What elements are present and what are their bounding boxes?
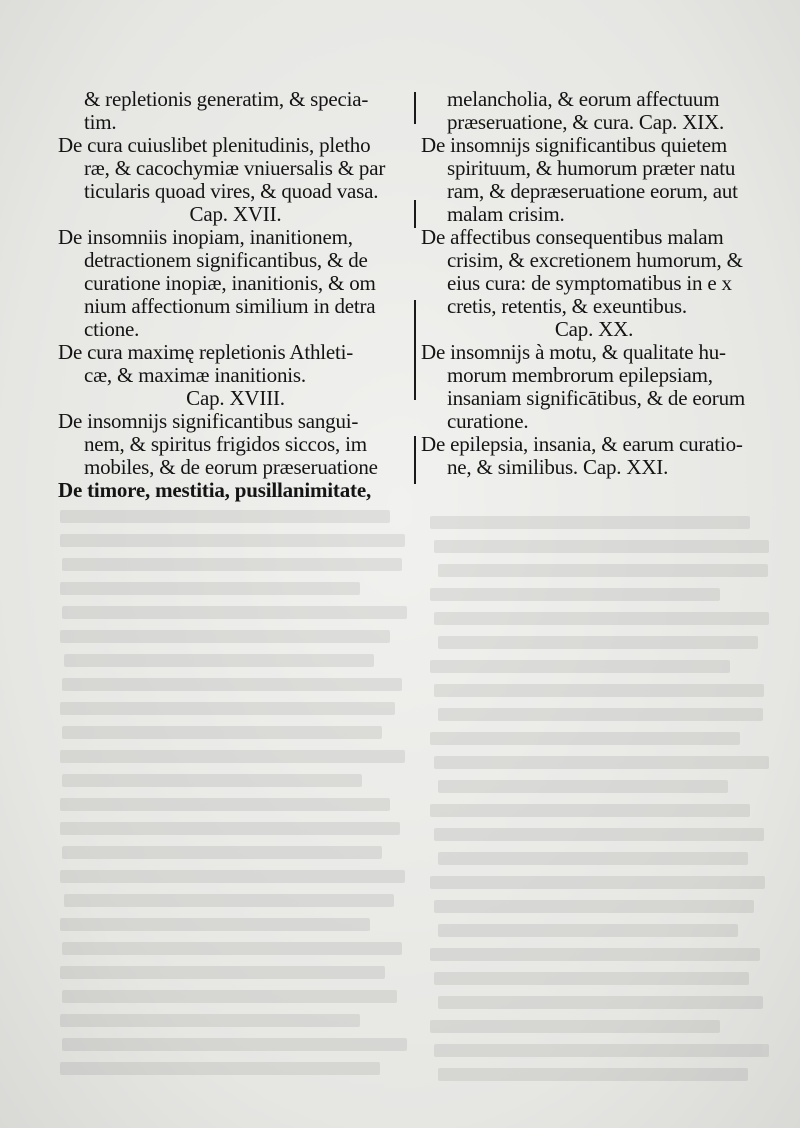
text-line: mobiles, & de eorum præseruatione xyxy=(84,455,378,479)
bleed-line xyxy=(438,636,758,649)
bleed-line xyxy=(434,756,769,769)
bleed-line xyxy=(62,942,402,955)
bleed-line xyxy=(430,948,760,961)
bleed-line xyxy=(62,606,407,619)
bleed-line xyxy=(434,612,769,625)
text-line: cæ, & maximæ inanitionis. xyxy=(84,363,306,387)
chapter-heading: Cap. XX. xyxy=(554,317,634,341)
bleed-line xyxy=(434,684,764,697)
bleed-line xyxy=(430,804,750,817)
bleed-line xyxy=(430,732,740,745)
bleed-line xyxy=(438,780,728,793)
text-line: detractionem significantibus, & de xyxy=(84,248,368,272)
left-column xyxy=(58,88,413,502)
bleed-line xyxy=(434,972,749,985)
bleed-line xyxy=(438,852,748,865)
text-line: De timore, mestitia, pusillanimitate, xyxy=(58,478,371,502)
text-line: morum membrorum epilepsiam, xyxy=(447,363,713,387)
text-line: ticularis quoad vires, & quoad vasa. xyxy=(84,179,379,203)
bleed-line xyxy=(430,516,750,529)
text-line: crisim, & excretionem humorum, & xyxy=(447,248,743,272)
bleed-line xyxy=(434,540,769,553)
bleed-line xyxy=(64,654,374,667)
bleed-line xyxy=(60,534,405,547)
text-line: malam crisim. xyxy=(447,202,565,226)
text-line: curatione. xyxy=(447,409,529,433)
text-line: insaniam significātibus, & de eorum xyxy=(447,386,746,410)
bleed-line xyxy=(60,822,400,835)
bleed-line xyxy=(62,678,402,691)
text-line: De insomnijs significantibus sangui- xyxy=(58,409,359,433)
text-line: ne, & similibus. Cap. XXI. xyxy=(447,455,669,479)
column-rule-middle xyxy=(414,200,416,228)
text-line: tim. xyxy=(84,110,117,134)
bleed-line xyxy=(434,900,754,913)
text-line: curatione inopiæ, inanitionis, & om xyxy=(84,271,376,295)
text-line: cretis, retentis, & exeuntibus. xyxy=(447,294,687,318)
column-rule-lower xyxy=(414,300,416,400)
bleed-line xyxy=(64,894,394,907)
bleed-line xyxy=(438,924,738,937)
text-line: & repletionis generatim, & specia- xyxy=(84,87,369,111)
bleed-line xyxy=(62,1038,407,1051)
text-line: De insomniis inopiam, inanitionem, xyxy=(58,225,353,249)
bleed-line xyxy=(62,726,382,739)
bleed-line xyxy=(60,966,385,979)
bleed-line xyxy=(60,870,405,883)
column-rule-upper xyxy=(414,92,416,124)
bleed-line xyxy=(62,558,402,571)
right-column xyxy=(421,88,767,479)
text-line: De affectibus consequentibus malam xyxy=(421,225,724,249)
bleed-line xyxy=(62,774,362,787)
bleed-line xyxy=(60,630,390,643)
text-line: spirituum, & humorum præter natu xyxy=(447,156,736,180)
text-line: melancholia, & eorum affectuum xyxy=(447,87,720,111)
chapter-heading: Cap. XVIII. xyxy=(186,386,285,410)
bleed-line xyxy=(60,510,390,523)
text-line: De insomnijs à motu, & qualitate hu- xyxy=(421,340,726,364)
bleed-line xyxy=(430,1020,720,1033)
text-line: De cura cuiuslibet plenitudinis, pletho xyxy=(58,133,371,157)
bleed-line xyxy=(438,1068,748,1081)
bleed-line xyxy=(60,702,395,715)
bleed-line xyxy=(60,1062,380,1075)
text-line: De epilepsia, insania, & earum curatio- xyxy=(421,432,743,456)
text-line: eius cura: de symptomatibus in e x xyxy=(447,271,732,295)
bleed-line xyxy=(60,750,405,763)
chapter-heading: Cap. XVII. xyxy=(189,202,282,226)
column-rule-bottom xyxy=(414,436,416,484)
bleed-line xyxy=(434,1044,769,1057)
text-line: De insomnijs significantibus quietem xyxy=(421,133,728,157)
bleed-line xyxy=(438,564,768,577)
bleed-line xyxy=(430,876,765,889)
text-line: nium affectionum similium in detra xyxy=(84,294,376,318)
bleed-line xyxy=(430,588,720,601)
text-line: nem, & spiritus frigidos siccos, im xyxy=(84,432,367,456)
text-line: præseruatione, & cura. Cap. XIX. xyxy=(447,110,725,134)
bleed-line xyxy=(62,846,382,859)
text-line: De cura maximę repletionis Athleti- xyxy=(58,340,354,364)
bleed-line xyxy=(62,990,397,1003)
bleed-line xyxy=(434,828,764,841)
text-line: ram, & depræseruatione eorum, aut xyxy=(447,179,738,203)
bleed-line xyxy=(60,1014,360,1027)
text-line: ræ, & cacochymiæ vniuersalis & par xyxy=(84,156,386,180)
text-line: ctione. xyxy=(84,317,140,341)
bleed-line xyxy=(60,918,370,931)
bleed-line xyxy=(430,660,730,673)
bleed-line xyxy=(438,996,763,1009)
bleed-line xyxy=(60,582,360,595)
bleed-line xyxy=(438,708,763,721)
bleed-line xyxy=(60,798,390,811)
